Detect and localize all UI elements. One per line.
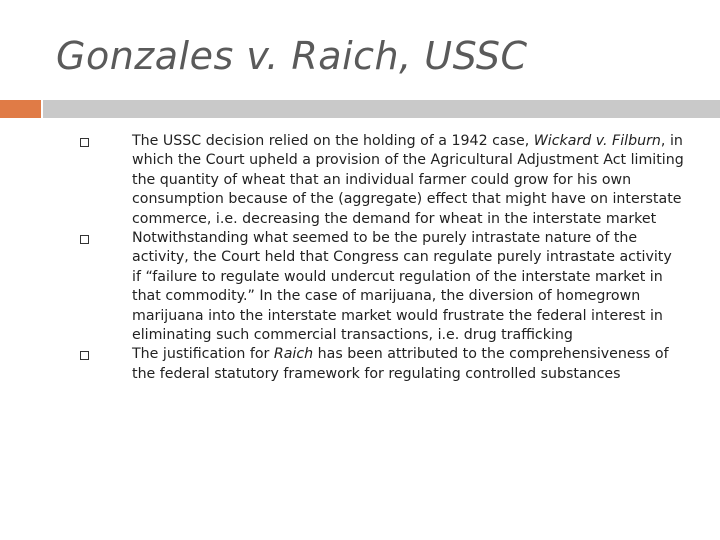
bullet-text: The justification for Raich has been attributed to the comprehensiveness of the federal statutory framework for regulating controlled substances	[132, 346, 669, 382]
square-bullet-icon	[80, 235, 89, 244]
title-accent-bar-gray	[43, 100, 720, 118]
square-bullet-icon	[80, 351, 89, 360]
bullet-item-justification	[80, 345, 684, 384]
bullet-item-wickard	[80, 132, 684, 229]
bullet-text: The USSC decision relied on the holding of a 1942 case, Wickard v. Filburn, in which the Court upheld a provision of the Agricultural Adjustment Act limiting the quantity of wheat that an individual farmer could grow for his own consumption because of the (aggregate) effect that might have on interstate commerce, i.e. decreasing the demand for wheat in the interstate market	[132, 133, 684, 227]
title-accent-bar-orange	[0, 100, 41, 118]
slide-title: Gonzales v. Raich, USSC	[56, 34, 528, 78]
bullet-item-intrastate	[80, 229, 684, 345]
square-bullet-icon	[80, 138, 89, 147]
bullet-text: Notwithstanding what seemed to be the purely intrastate nature of the activity, the Court held that Congress can regulate purely intrastate activity if “failure to regulate would undercut regulation of the interstate market in that commodity.” In the case of marijuana, the diversion of homegrown marijuana into the interstate market would frustrate the federal interest in eliminating such commercial transactions, i.e. drug trafficking	[132, 230, 672, 344]
bullet-list	[80, 132, 684, 384]
